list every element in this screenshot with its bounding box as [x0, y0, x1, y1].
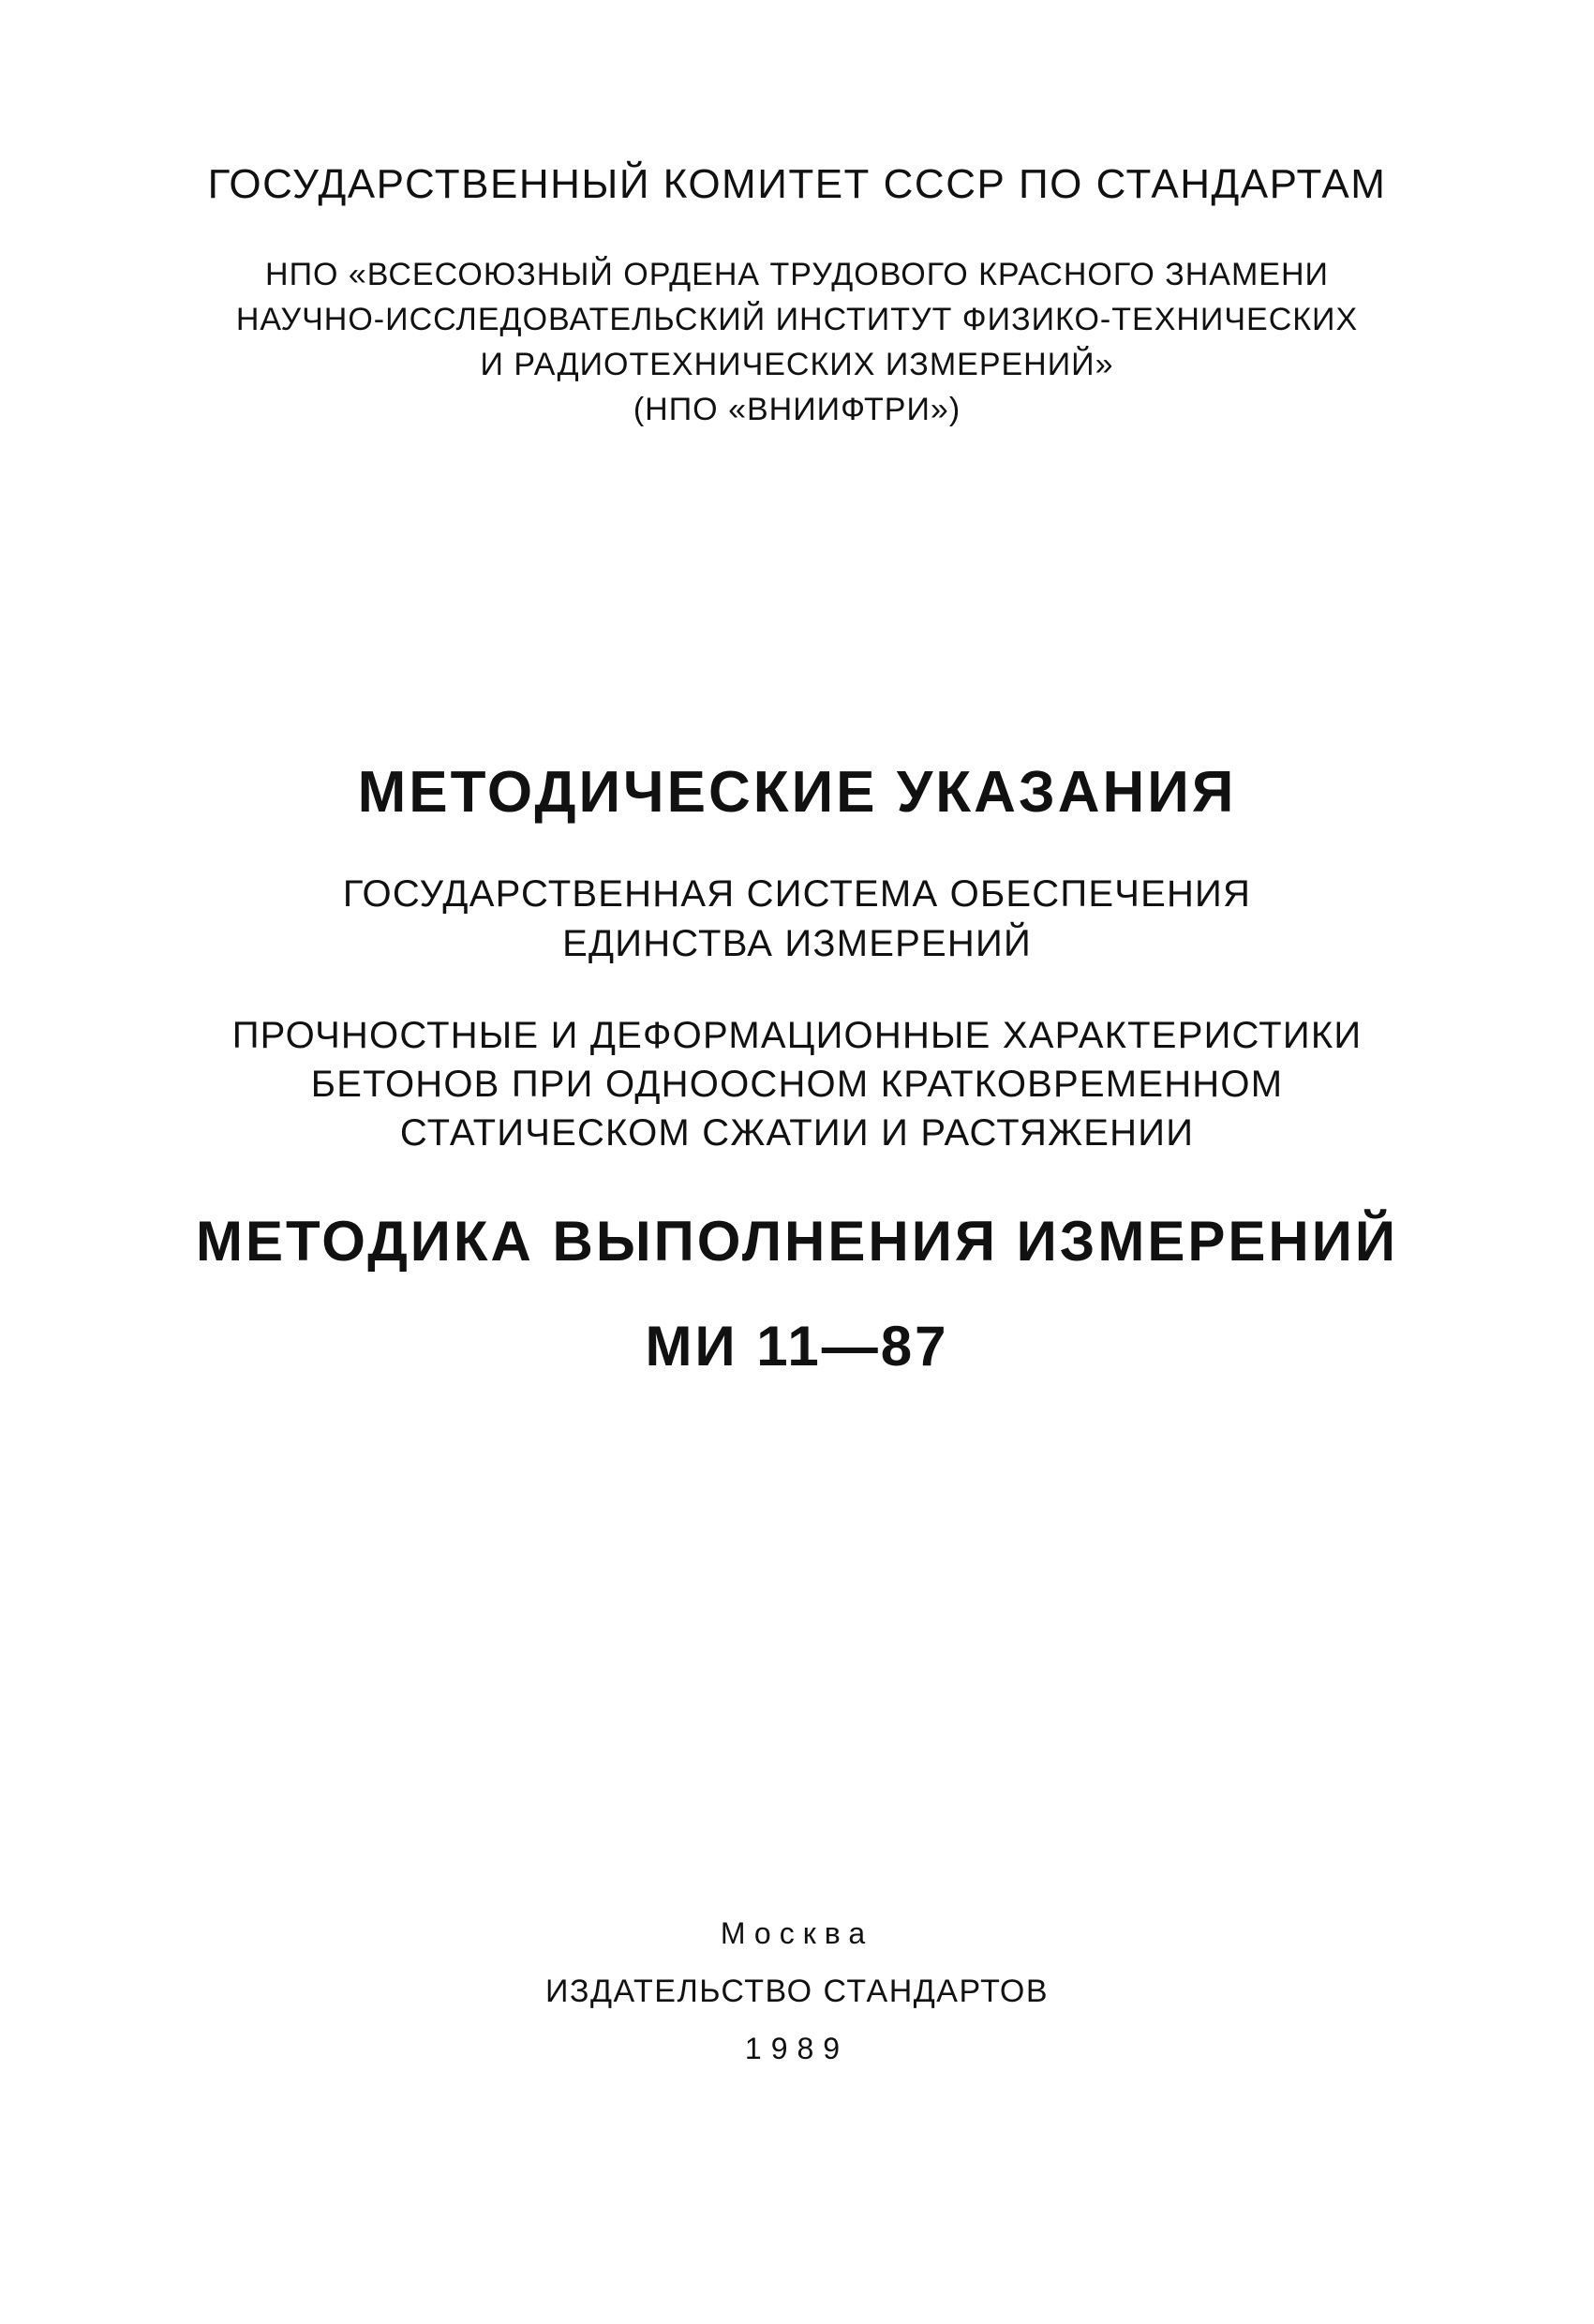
- organization-line-1: НПО «ВСЕСОЮЗНЫЙ ОРДЕНА ТРУДОВОГО КРАСНОГО ЗНАМЕНИ: [265, 257, 1329, 292]
- subject-line-2: БЕТОНОВ ПРИ ОДНООСНОМ КРАТКОВРЕМЕННОМ: [310, 1064, 1284, 1105]
- method-title: МЕТОДИКА ВЫПОЛНЕНИЯ ИЗМЕРЕНИЙ: [196, 1210, 1398, 1273]
- system-line-2: ЕДИНСТВА ИЗМЕРЕНИЙ: [562, 923, 1032, 964]
- publication-year: 1989: [744, 2032, 850, 2065]
- system-line-1: ГОСУДАРСТВЕННАЯ СИСТЕМА ОБЕСПЕЧЕНИЯ: [342, 873, 1252, 915]
- document-code: МИ 11—87: [645, 1315, 949, 1378]
- organization-line-2: НАУЧНО-ИССЛЕДОВАТЕЛЬСКИЙ ИНСТИТУТ ФИЗИКО-ТЕХНИЧЕСКИХ: [235, 302, 1359, 337]
- publication-city: Москва: [720, 1916, 874, 1950]
- committee-name: ГОСУДАРСТВЕННЫЙ КОМИТЕТ СССР ПО СТАНДАРТАМ: [207, 161, 1387, 207]
- subject-line-1: ПРОЧНОСТНЫЕ И ДЕФОРМАЦИОННЫЕ ХАРАКТЕРИСТИКИ: [231, 1015, 1363, 1056]
- document-type-title: МЕТОДИЧЕСКИЕ УКАЗАНИЯ: [357, 760, 1237, 825]
- subject-line-3: СТАТИЧЕСКОМ СЖАТИИ И РАСТЯЖЕНИИ: [399, 1112, 1195, 1154]
- publisher-name: ИЗДАТЕЛЬСТВО СТАНДАРТОВ: [545, 1974, 1049, 2009]
- organization-line-4: (НПО «ВНИИФТРИ»): [633, 392, 961, 427]
- organization-line-3: И РАДИОТЕХНИЧЕСКИХ ИЗМЕРЕНИЙ»: [480, 347, 1114, 382]
